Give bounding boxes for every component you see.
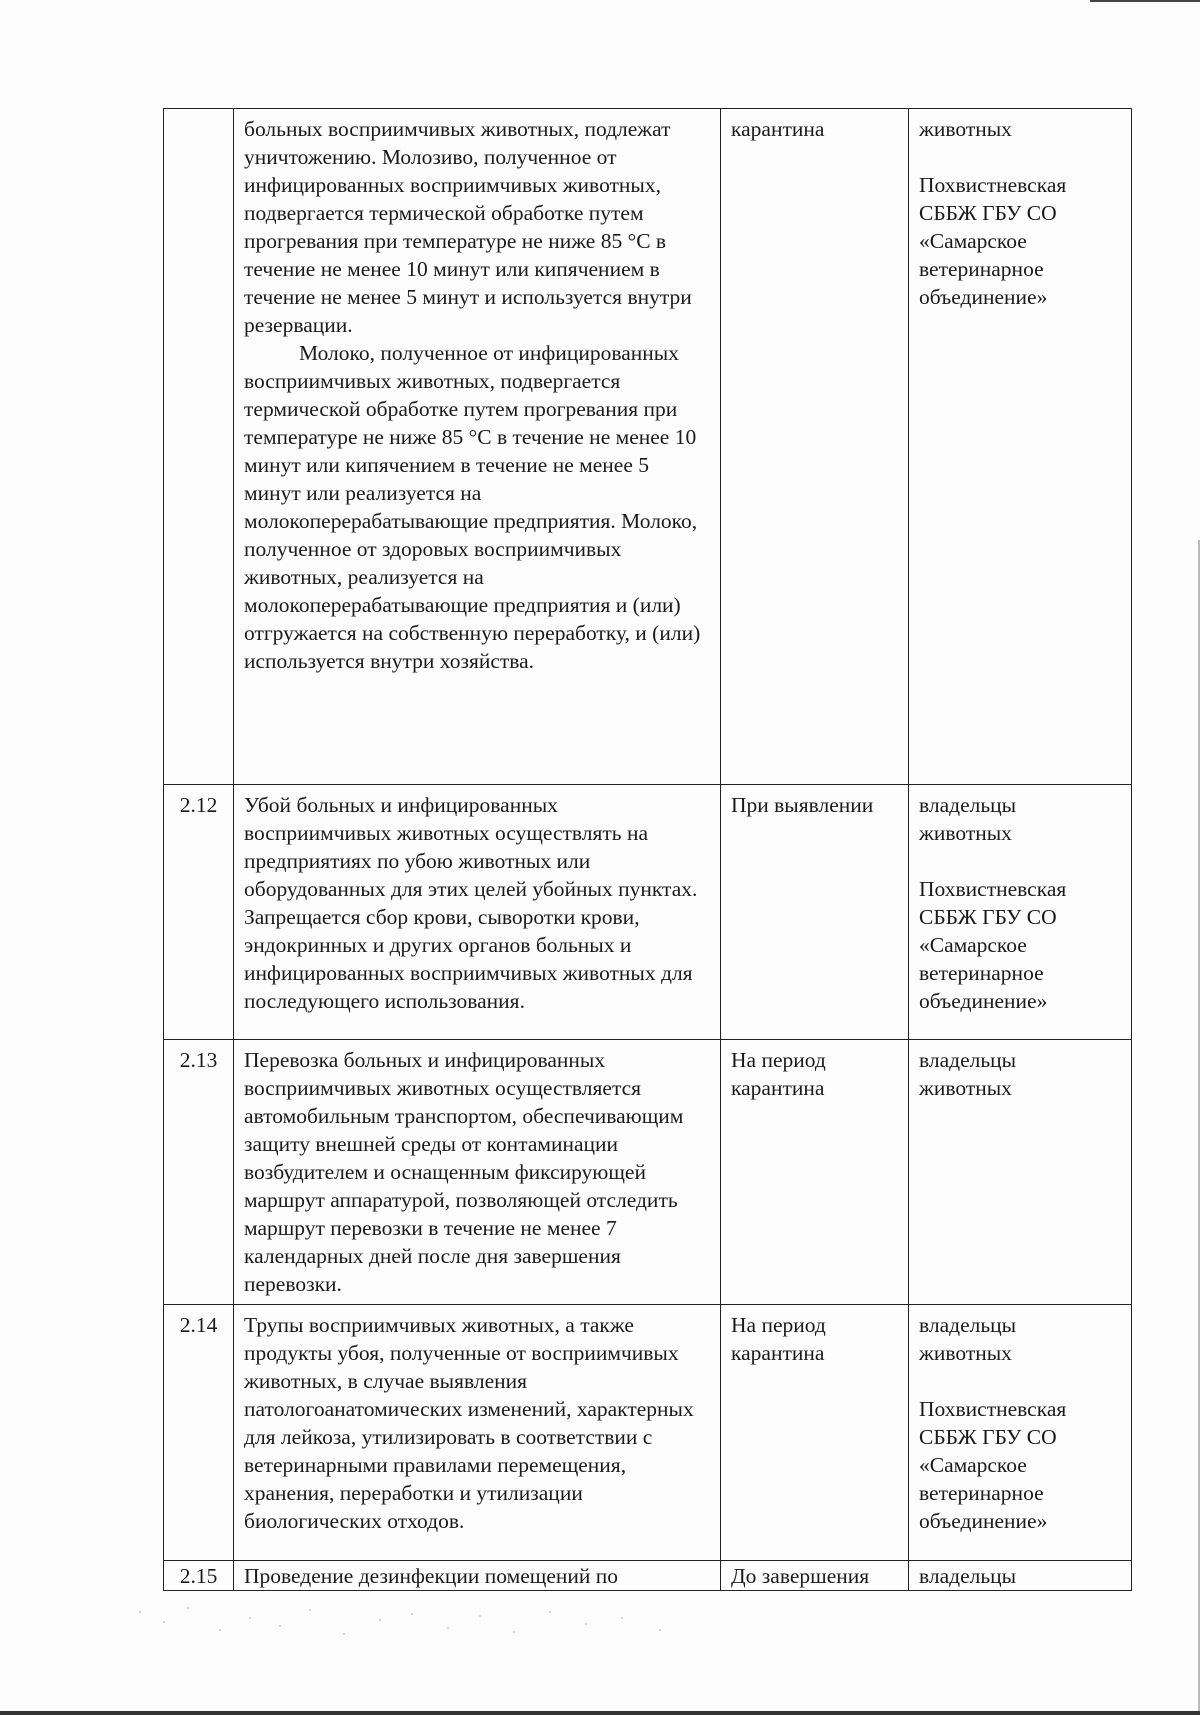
table-row [164, 1561, 1132, 1591]
table-row [164, 1305, 1132, 1561]
term-line: карантина [731, 1076, 825, 1100]
table-row [164, 785, 1132, 1040]
responsible-cell [909, 109, 1132, 785]
term-line: На период [731, 1313, 826, 1337]
responsible-org-line: «Самарское [919, 1453, 1027, 1477]
measure-text [234, 109, 721, 785]
term-cell [721, 1040, 909, 1305]
measure-text: Трупы восприимчивых животных, а также продукты убоя, полученные от восприимчивых животных, в случае выявления патологоанатомических изменений, характерных для лейкоза, утилизировать в соответствии с ветеринарными правилами перемещения, хранения, переработки и утилизации биологических отходов. [234, 1305, 721, 1561]
term-line: На период [731, 1048, 826, 1072]
measure-text: Проведение дезинфекции помещений по [234, 1561, 721, 1591]
row-number: 2.13 [164, 1040, 234, 1305]
responsible-org-line: Похвистневская [919, 877, 1067, 901]
spacer [919, 847, 1121, 875]
responsible-org-line: СББЖ ГБУ СО [919, 201, 1057, 225]
measure-text: Убой больных и инфицированных восприимчивых животных осуществлять на предприятиях по убою животных или оборудованных для этих целей убойных пунктах. Запрещается сбор крови, сыворотки крови, эндокринных и других органов больных и инфицированных восприимчивых животных для последующего использования. [234, 785, 721, 1040]
responsible-org-line: ветеринарное [919, 257, 1044, 281]
responsible-org-line: объединение» [919, 285, 1048, 309]
responsible-org-line: ветеринарное [919, 1481, 1044, 1505]
term-cell [721, 1305, 909, 1561]
responsible-owners: животных [919, 1341, 1012, 1365]
responsible-org-line: «Самарское [919, 933, 1027, 957]
spacer [919, 143, 1121, 171]
responsible-cell: владельцы [909, 1561, 1132, 1591]
responsible-owners: владельцы [919, 793, 1017, 817]
responsible-org-line: Похвистневская [919, 173, 1067, 197]
responsible-owners: владельцы [919, 1313, 1017, 1337]
responsible-org-line: СББЖ ГБУ СО [919, 905, 1057, 929]
responsible-owners: животных [919, 117, 1012, 141]
responsible-owners: владельцы [919, 1048, 1017, 1072]
row-number: 2.12 [164, 785, 234, 1040]
term-cell: До завершения [721, 1561, 909, 1591]
table-row [164, 1040, 1132, 1305]
responsible-cell [909, 785, 1132, 1040]
responsible-cell [909, 1040, 1132, 1305]
term-line: карантина [731, 1341, 825, 1365]
responsible-org-line: объединение» [919, 989, 1048, 1013]
measure-text: Перевозка больных и инфицированных восприимчивых животных осуществляется автомобильным транспортом, обеспечивающим защиту внешней среды от контаминации возбудителем и оснащенным фиксирующей маршрут аппаратурой, позволяющей отследить маршрут перевозки в течение не менее 7 календарных дней после дня завершения перевозки. [234, 1040, 721, 1305]
responsible-owners: животных [919, 1076, 1012, 1100]
term-cell: карантина [721, 109, 909, 785]
row-number: 2.15 [164, 1561, 234, 1591]
measure-paragraph: больных восприимчивых животных, подлежат уничтожению. Молозиво, полученное от инфицированных восприимчивых животных, подвергается термической обработке путем прогревания при температуре не ниже 85 °С в течение не менее 10 минут или кипячением в течение не менее 5 минут и используется внутри резервации. [244, 117, 692, 337]
responsible-cell [909, 1305, 1132, 1561]
row-number: 2.14 [164, 1305, 234, 1561]
scan-noise [130, 1600, 690, 1650]
responsible-org-line: объединение» [919, 1509, 1048, 1533]
spacer [919, 1367, 1121, 1395]
term-cell: При выявлении [721, 785, 909, 1040]
table-row [164, 109, 1132, 785]
scan-edge-top [1090, 0, 1200, 2]
responsible-org-line: Похвистневская [919, 1397, 1067, 1421]
measure-paragraph: Молоко, полученное от инфицированных восприимчивых животных, подвергается термической обработке путем прогревания при температуре не ниже 85 °С в течение не менее 10 минут или кипячением в течение не менее 5 минут или реализуется на молокоперерабатывающие предприятия. Молоко, полученное от здоровых восприимчивых животных, реализуется на молокоперерабатывающие предприятия и (или) отгружается на собственную переработку, и (или) используется внутри хозяйства. [244, 341, 701, 673]
measures-table [163, 108, 1132, 1591]
responsible-org-line: «Самарское [919, 229, 1027, 253]
row-number [164, 109, 234, 785]
responsible-org-line: ветеринарное [919, 961, 1044, 985]
responsible-owners: животных [919, 821, 1012, 845]
scan-edge-bottom [0, 1711, 1200, 1715]
responsible-org-line: СББЖ ГБУ СО [919, 1425, 1057, 1449]
